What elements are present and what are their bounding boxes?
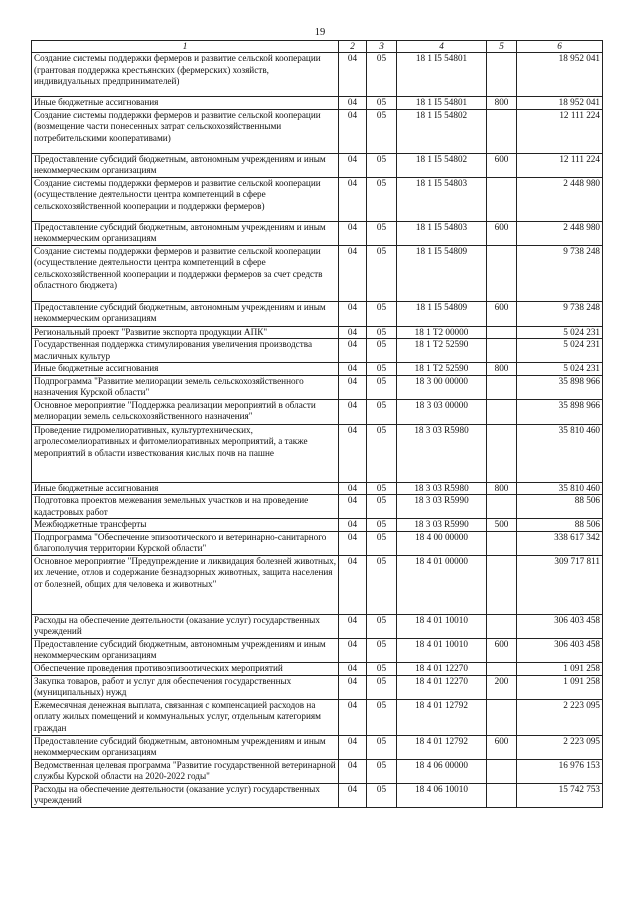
header-col-2: 2 — [339, 41, 367, 53]
row-subsection-cell: 05 — [367, 109, 397, 153]
row-section-cell: 04 — [339, 531, 367, 555]
row-amount-cell: 9 738 248 — [517, 245, 603, 301]
row-section-cell: 04 — [339, 482, 367, 495]
row-expense-type-cell — [487, 662, 517, 675]
table-body — [32, 41, 603, 808]
row-target-code-cell: 18 1 I5 54803 — [397, 221, 487, 245]
row-amount-cell: 306 403 458 — [517, 614, 603, 638]
row-amount-cell: 306 403 458 — [517, 638, 603, 662]
row-target-code-cell: 18 4 06 00000 — [397, 759, 487, 783]
row-target-code-cell: 18 3 03 R5980 — [397, 424, 487, 482]
row-amount-cell: 9 738 248 — [517, 301, 603, 326]
table-row — [32, 614, 603, 638]
row-amount-cell: 338 617 342 — [517, 531, 603, 555]
row-subsection-cell: 05 — [367, 531, 397, 555]
row-name-cell: Подпрограмма "Развитие мелиорации земель сельскохозяйственного назначения Курской области" — [32, 375, 339, 399]
row-subsection-cell: 05 — [367, 301, 397, 326]
budget-table — [31, 40, 603, 808]
row-target-code-cell: 18 1 T2 52590 — [397, 363, 487, 376]
row-amount-cell: 2 223 095 — [517, 699, 603, 735]
row-name-cell: Основное мероприятие "Предупреждение и ликвидация болезней животных, их лечение, отлов и содержание безнадзорных животных, защита населения от болезней, общих для человека и животных" — [32, 555, 339, 614]
row-section-cell: 04 — [339, 375, 367, 399]
header-col-6: 6 — [517, 41, 603, 53]
row-name-cell: Ведомственная целевая программа "Развитие государственной ветеринарной службы Курской области на 2020-2022 годы" — [32, 759, 339, 783]
row-expense-type-cell — [487, 555, 517, 614]
row-amount-cell: 2 448 980 — [517, 221, 603, 245]
row-name-cell: Иные бюджетные ассигнования — [32, 482, 339, 495]
row-expense-type-cell — [487, 109, 517, 153]
row-amount-cell: 35 810 460 — [517, 424, 603, 482]
row-target-code-cell: 18 3 00 00000 — [397, 375, 487, 399]
table-row — [32, 783, 603, 807]
table-row — [32, 675, 603, 699]
row-target-code-cell: 18 1 I5 54801 — [397, 97, 487, 110]
row-subsection-cell: 05 — [367, 221, 397, 245]
table-row — [32, 638, 603, 662]
table-row — [32, 375, 603, 399]
row-subsection-cell: 05 — [367, 662, 397, 675]
row-amount-cell: 35 898 966 — [517, 399, 603, 424]
row-subsection-cell: 05 — [367, 375, 397, 399]
row-section-cell: 04 — [339, 759, 367, 783]
row-subsection-cell: 05 — [367, 638, 397, 662]
table-row — [32, 53, 603, 97]
table-row — [32, 301, 603, 326]
row-name-cell: Предоставление субсидий бюджетным, автономным учреждениям и иным некоммерческим организациям — [32, 221, 339, 245]
row-amount-cell: 15 742 753 — [517, 783, 603, 807]
row-name-cell: Иные бюджетные ассигнования — [32, 363, 339, 376]
row-name-cell: Создание системы поддержки фермеров и развитие сельской кооперации (возмещение части понесенных затрат сельскохозяйственными потребительскими кооперативами) — [32, 109, 339, 153]
row-expense-type-cell — [487, 326, 517, 339]
row-subsection-cell: 05 — [367, 424, 397, 482]
table-row — [32, 424, 603, 482]
row-target-code-cell: 18 4 01 12270 — [397, 675, 487, 699]
table-row — [32, 482, 603, 495]
row-expense-type-cell: 800 — [487, 97, 517, 110]
row-name-cell: Региональный проект "Развитие экспорта продукции АПК" — [32, 326, 339, 339]
row-expense-type-cell — [487, 759, 517, 783]
row-target-code-cell: 18 1 I5 54801 — [397, 53, 487, 97]
row-target-code-cell: 18 1 T2 00000 — [397, 326, 487, 339]
row-section-cell: 04 — [339, 555, 367, 614]
row-section-cell: 04 — [339, 363, 367, 376]
row-subsection-cell: 05 — [367, 399, 397, 424]
row-amount-cell: 88 506 — [517, 495, 603, 519]
table-row — [32, 735, 603, 759]
table-row — [32, 662, 603, 675]
row-name-cell: Предоставление субсидий бюджетным, автономным учреждениям и иным некоммерческим организациям — [32, 638, 339, 662]
row-section-cell: 04 — [339, 699, 367, 735]
row-amount-cell: 1 091 258 — [517, 675, 603, 699]
row-subsection-cell: 05 — [367, 177, 397, 221]
row-amount-cell: 12 111 224 — [517, 153, 603, 177]
row-expense-type-cell — [487, 495, 517, 519]
row-amount-cell: 35 898 966 — [517, 375, 603, 399]
row-section-cell: 04 — [339, 177, 367, 221]
row-section-cell: 04 — [339, 245, 367, 301]
row-target-code-cell: 18 4 01 00000 — [397, 555, 487, 614]
row-target-code-cell: 18 1 I5 54809 — [397, 301, 487, 326]
row-target-code-cell: 18 3 03 R5980 — [397, 482, 487, 495]
header-col-1: 1 — [32, 41, 339, 53]
table-row — [32, 109, 603, 153]
row-name-cell: Расходы на обеспечение деятельности (оказание услуг) государственных учреждений — [32, 614, 339, 638]
table-row — [32, 495, 603, 519]
table-row — [32, 699, 603, 735]
row-target-code-cell: 18 4 01 10010 — [397, 614, 487, 638]
row-name-cell: Проведение гидромелиоративных, культуртехнических, агролесомелиоративных и фитомелиоративных мероприятий, а также мероприятий в области известкования кислых почв на пашне — [32, 424, 339, 482]
row-target-code-cell: 18 3 03 R5990 — [397, 495, 487, 519]
row-subsection-cell: 05 — [367, 699, 397, 735]
row-amount-cell: 5 024 231 — [517, 326, 603, 339]
row-subsection-cell: 05 — [367, 735, 397, 759]
table-row — [32, 519, 603, 532]
row-section-cell: 04 — [339, 97, 367, 110]
row-amount-cell: 18 952 041 — [517, 97, 603, 110]
row-subsection-cell: 05 — [367, 53, 397, 97]
row-section-cell: 04 — [339, 735, 367, 759]
row-subsection-cell: 05 — [367, 363, 397, 376]
header-col-3: 3 — [367, 41, 397, 53]
row-section-cell: 04 — [339, 399, 367, 424]
row-subsection-cell: 05 — [367, 97, 397, 110]
row-target-code-cell: 18 3 03 R5990 — [397, 519, 487, 532]
row-amount-cell: 16 976 153 — [517, 759, 603, 783]
row-name-cell: Предоставление субсидий бюджетным, автономным учреждениям и иным некоммерческим организациям — [32, 153, 339, 177]
table-row — [32, 339, 603, 363]
row-expense-type-cell: 500 — [487, 519, 517, 532]
row-name-cell: Межбюджетные трансферты — [32, 519, 339, 532]
row-expense-type-cell — [487, 245, 517, 301]
row-section-cell: 04 — [339, 638, 367, 662]
row-section-cell: 04 — [339, 153, 367, 177]
row-subsection-cell: 05 — [367, 153, 397, 177]
row-expense-type-cell: 600 — [487, 153, 517, 177]
row-target-code-cell: 18 1 I5 54803 — [397, 177, 487, 221]
row-subsection-cell: 05 — [367, 245, 397, 301]
row-name-cell: Расходы на обеспечение деятельности (оказание услуг) государственных учреждений — [32, 783, 339, 807]
row-section-cell: 04 — [339, 495, 367, 519]
table-row — [32, 97, 603, 110]
table-row — [32, 245, 603, 301]
row-amount-cell: 2 223 095 — [517, 735, 603, 759]
row-amount-cell: 12 111 224 — [517, 109, 603, 153]
row-section-cell: 04 — [339, 662, 367, 675]
row-expense-type-cell — [487, 339, 517, 363]
row-section-cell: 04 — [339, 424, 367, 482]
row-expense-type-cell — [487, 531, 517, 555]
table-row — [32, 221, 603, 245]
table-row — [32, 399, 603, 424]
row-subsection-cell: 05 — [367, 675, 397, 699]
row-name-cell: Иные бюджетные ассигнования — [32, 97, 339, 110]
table-row — [32, 759, 603, 783]
row-section-cell: 04 — [339, 53, 367, 97]
row-subsection-cell: 05 — [367, 759, 397, 783]
row-target-code-cell: 18 4 01 12792 — [397, 735, 487, 759]
row-expense-type-cell: 600 — [487, 221, 517, 245]
header-col-5: 5 — [487, 41, 517, 53]
row-name-cell: Создание системы поддержки фермеров и развитие сельской кооперации (осуществление деятельности центра компетенций в сфере сельскохозяйственной кооперации и поддержки фермеров) — [32, 177, 339, 221]
row-section-cell: 04 — [339, 109, 367, 153]
row-amount-cell: 5 024 231 — [517, 363, 603, 376]
row-target-code-cell: 18 4 01 12792 — [397, 699, 487, 735]
row-name-cell: Ежемесячная денежная выплата, связанная с компенсацией расходов на оплату жилых помещений и коммунальных услуг, отдельным категориям граждан — [32, 699, 339, 735]
row-section-cell: 04 — [339, 783, 367, 807]
row-expense-type-cell — [487, 424, 517, 482]
row-target-code-cell: 18 4 01 10010 — [397, 638, 487, 662]
row-target-code-cell: 18 4 00 00000 — [397, 531, 487, 555]
row-amount-cell: 2 448 980 — [517, 177, 603, 221]
row-subsection-cell: 05 — [367, 555, 397, 614]
row-amount-cell: 18 952 041 — [517, 53, 603, 97]
row-expense-type-cell: 600 — [487, 638, 517, 662]
row-expense-type-cell: 200 — [487, 675, 517, 699]
row-name-cell: Предоставление субсидий бюджетным, автономным учреждениям и иным некоммерческим организациям — [32, 301, 339, 326]
row-target-code-cell: 18 4 06 10010 — [397, 783, 487, 807]
row-section-cell: 04 — [339, 614, 367, 638]
header-row — [32, 41, 603, 53]
row-expense-type-cell — [487, 699, 517, 735]
table-row — [32, 177, 603, 221]
row-name-cell: Создание системы поддержки фермеров и развитие сельской кооперации (осуществление деятельности центра компетенций в сфере сельскохозяйственной кооперации и поддержки фермеров за счет средств областного бюджета) — [32, 245, 339, 301]
row-expense-type-cell: 800 — [487, 482, 517, 495]
row-amount-cell: 309 717 811 — [517, 555, 603, 614]
page-number: 19 — [314, 27, 326, 38]
row-target-code-cell: 18 1 I5 54809 — [397, 245, 487, 301]
row-name-cell: Обеспечение проведения противоэпизоотических мероприятий — [32, 662, 339, 675]
row-expense-type-cell: 600 — [487, 301, 517, 326]
row-name-cell: Закупка товаров, работ и услуг для обеспечения государственных (муниципальных) нужд — [32, 675, 339, 699]
row-expense-type-cell — [487, 783, 517, 807]
row-section-cell: 04 — [339, 301, 367, 326]
row-expense-type-cell — [487, 375, 517, 399]
row-amount-cell: 1 091 258 — [517, 662, 603, 675]
header-col-4: 4 — [397, 41, 487, 53]
row-expense-type-cell — [487, 177, 517, 221]
row-section-cell: 04 — [339, 326, 367, 339]
row-target-code-cell: 18 3 03 00000 — [397, 399, 487, 424]
row-section-cell: 04 — [339, 221, 367, 245]
row-amount-cell: 88 506 — [517, 519, 603, 532]
row-name-cell: Предоставление субсидий бюджетным, автономным учреждениям и иным некоммерческим организациям — [32, 735, 339, 759]
row-expense-type-cell: 800 — [487, 363, 517, 376]
table-row — [32, 555, 603, 614]
row-section-cell: 04 — [339, 339, 367, 363]
row-name-cell: Подготовка проектов межевания земельных участков и на проведение кадастровых работ — [32, 495, 339, 519]
row-name-cell: Государственная поддержка стимулирования увеличения производства масличных культур — [32, 339, 339, 363]
row-name-cell: Основное мероприятие "Поддержка реализации мероприятий в области мелиорации земель сельскохозяйственного назначения" — [32, 399, 339, 424]
row-subsection-cell: 05 — [367, 614, 397, 638]
row-subsection-cell: 05 — [367, 339, 397, 363]
row-subsection-cell: 05 — [367, 495, 397, 519]
table-row — [32, 326, 603, 339]
row-amount-cell: 35 810 460 — [517, 482, 603, 495]
row-expense-type-cell — [487, 399, 517, 424]
row-target-code-cell: 18 4 01 12270 — [397, 662, 487, 675]
table-row — [32, 531, 603, 555]
row-subsection-cell: 05 — [367, 326, 397, 339]
row-target-code-cell: 18 1 I5 54802 — [397, 109, 487, 153]
row-expense-type-cell — [487, 614, 517, 638]
row-target-code-cell: 18 1 T2 52590 — [397, 339, 487, 363]
row-name-cell: Создание системы поддержки фермеров и развитие сельской кооперации (грантовая поддержка крестьянских (фермерских) хозяйств, индивидуальных предпринимателей) — [32, 53, 339, 97]
row-section-cell: 04 — [339, 675, 367, 699]
row-name-cell: Подпрограмма "Обеспечение эпизоотического и ветеринарно-санитарного благополучия территории Курской области" — [32, 531, 339, 555]
row-section-cell: 04 — [339, 519, 367, 532]
row-expense-type-cell: 600 — [487, 735, 517, 759]
row-amount-cell: 5 024 231 — [517, 339, 603, 363]
row-expense-type-cell — [487, 53, 517, 97]
row-subsection-cell: 05 — [367, 783, 397, 807]
table-row — [32, 363, 603, 376]
row-target-code-cell: 18 1 I5 54802 — [397, 153, 487, 177]
row-subsection-cell: 05 — [367, 482, 397, 495]
table-row — [32, 153, 603, 177]
row-subsection-cell: 05 — [367, 519, 397, 532]
